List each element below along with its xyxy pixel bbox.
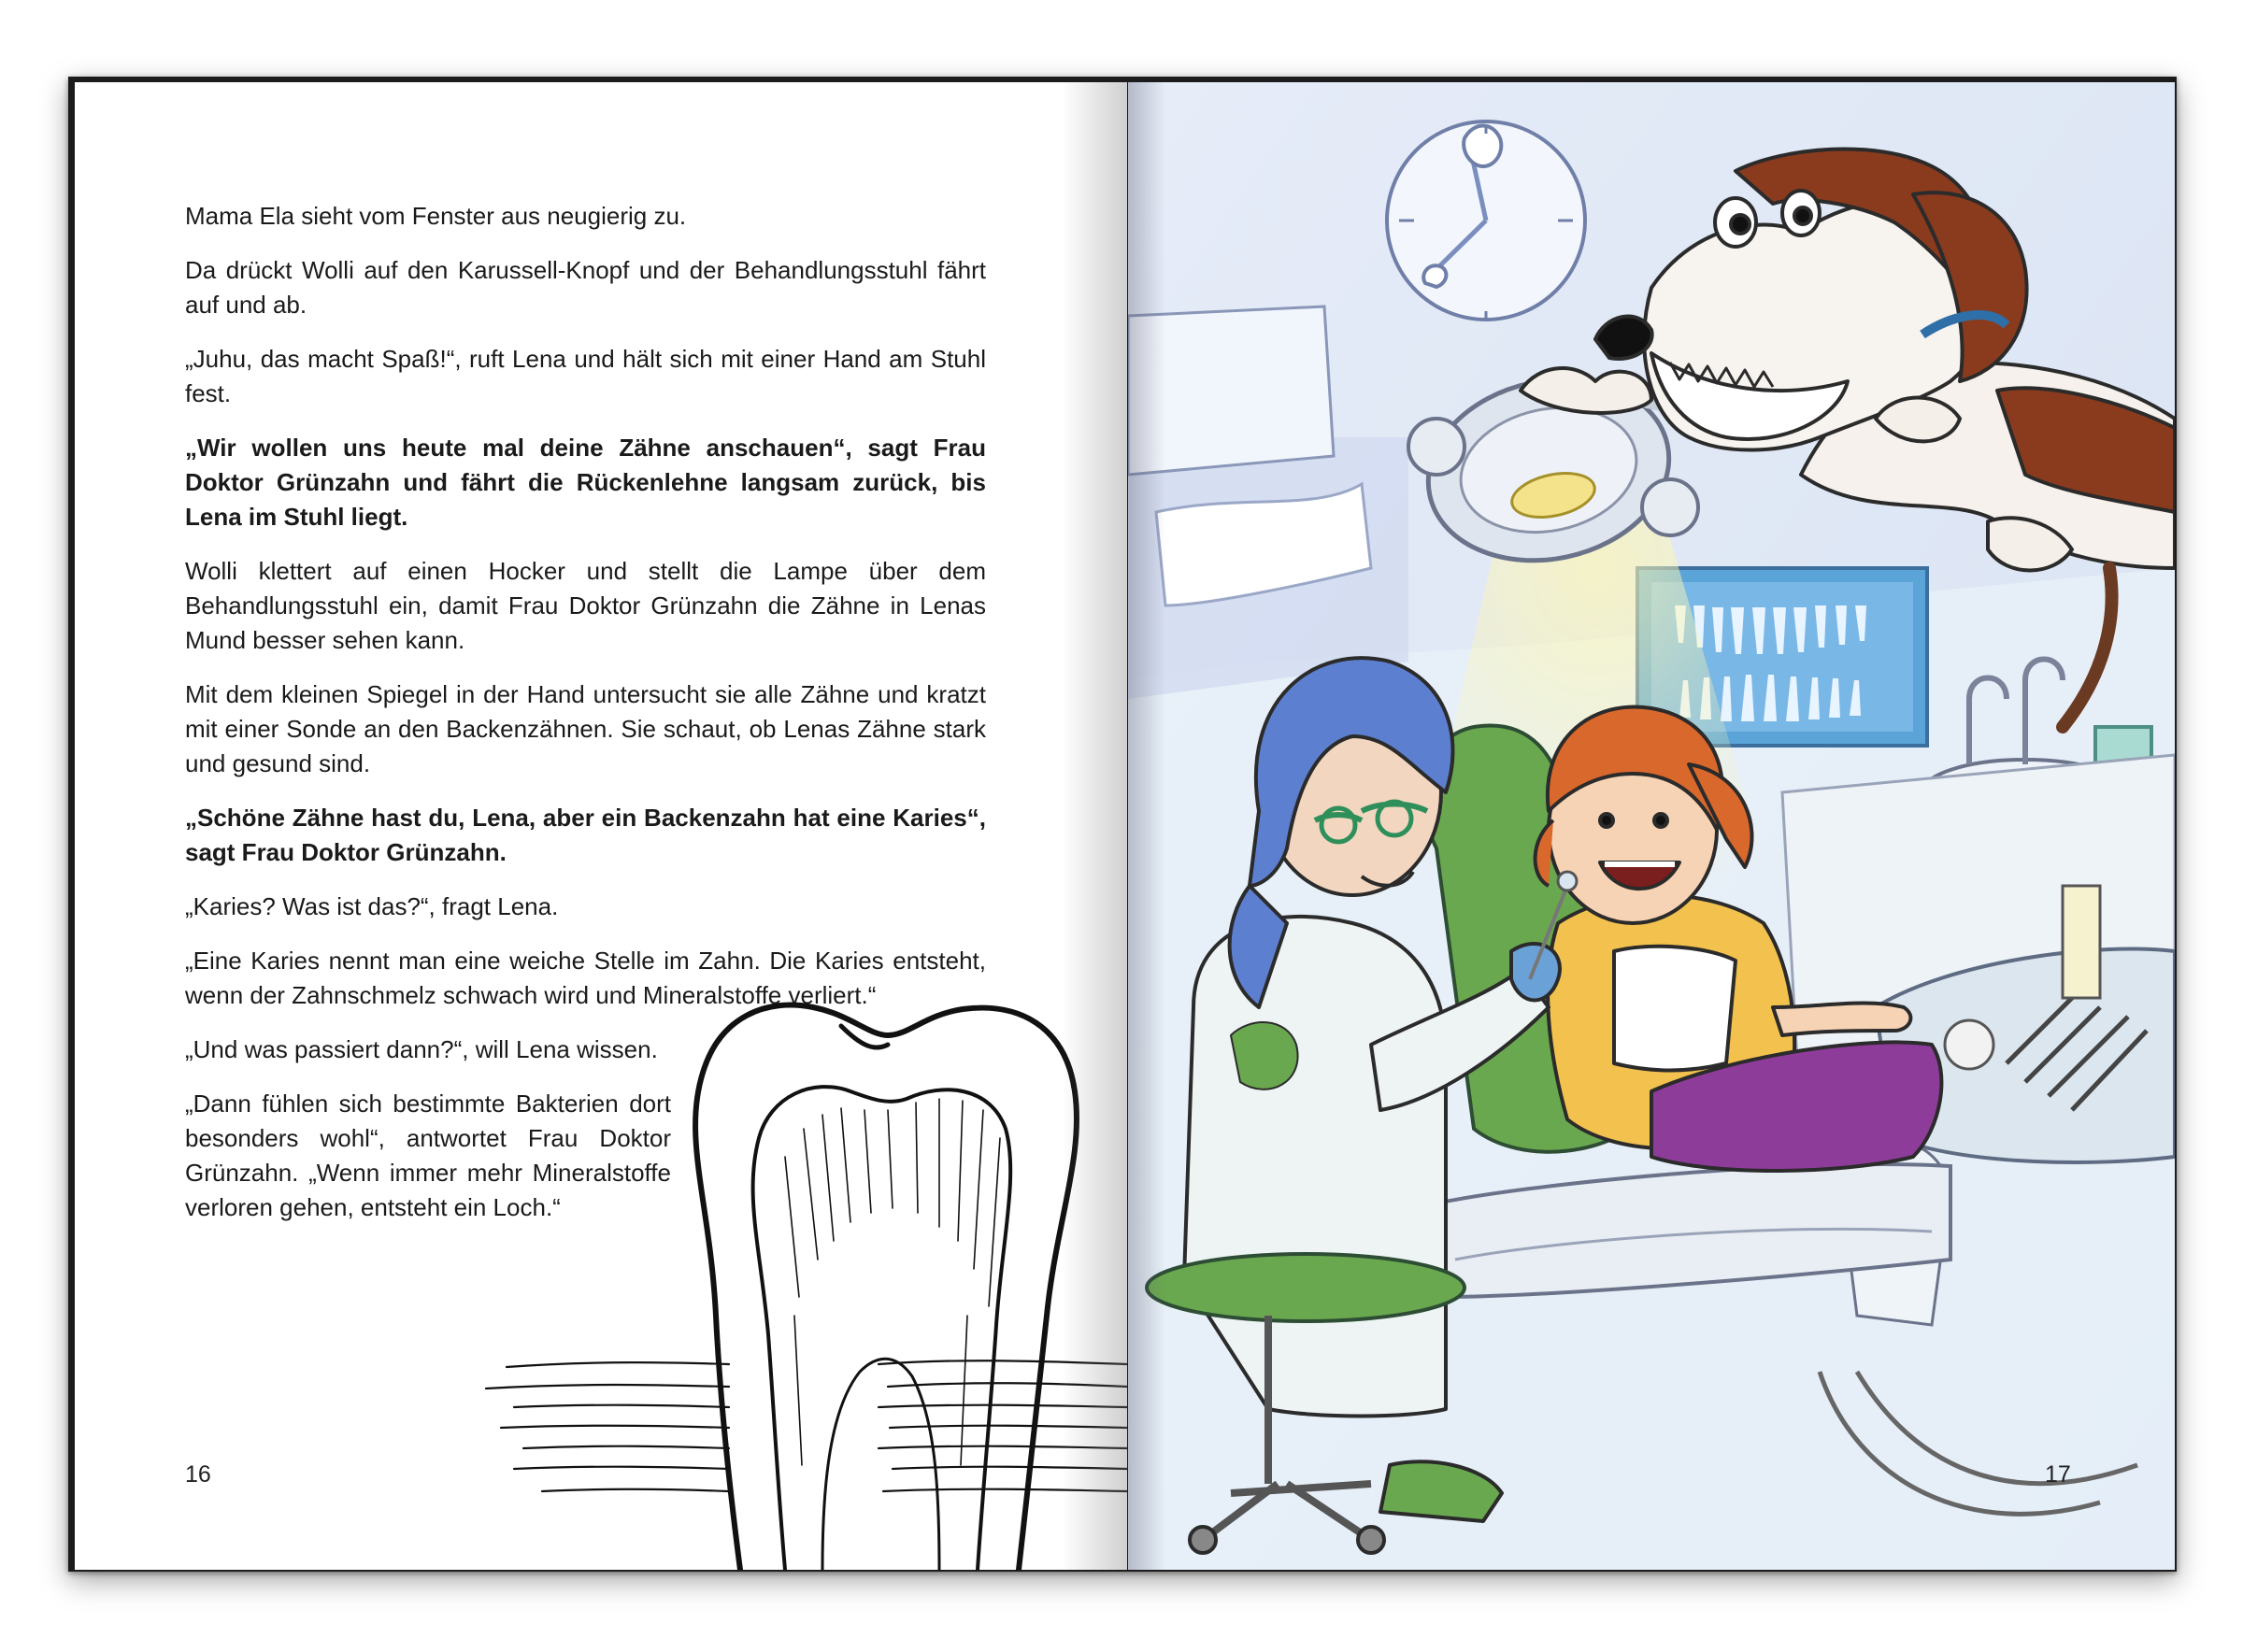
- paragraph-bold: „Schöne Zähne hast du, Lena, aber ein Backenzahn hat eine Karies“, sagt Frau Doktor Grünzahn.: [185, 804, 986, 866]
- paragraph: Wolli klettert auf einen Hocker und stellt die Lampe über dem Behandlungsstuhl ein, damit Frau Doktor Grünzahn die Zähne in Lenas Mund besser sehen kann.: [185, 557, 986, 654]
- paragraph-bold: „Wir wollen uns heute mal deine Zähne anschauen“, sagt Frau Doktor Grünzahn und fährt die Rückenlehne langsam zurück, bis Lena im Stuhl liegt.: [185, 434, 986, 531]
- left-page: [75, 82, 1127, 1570]
- gutter-shadow: [1062, 82, 1127, 1570]
- gutter-shadow-right: [1128, 82, 1165, 1570]
- page-number: 16: [185, 1461, 211, 1488]
- paragraph: „Eine Karies nennt man eine weiche Stelle im Zahn. Die Karies entsteht, wenn der Zahnschmelz schwach wird und Mineralstoffe verliert.“: [185, 947, 986, 1009]
- paragraph: Mit dem kleinen Spiegel in der Hand untersucht sie alle Zähne und kratzt mit einer Sonde an den Backenzähnen. Sie schaut, ob Lenas Zähne stark und gesund sind.: [185, 680, 986, 777]
- paragraph: „Und was passiert dann?“, will Lena wissen.: [185, 1035, 658, 1063]
- paragraph: „Karies? Was ist das?“, fragt Lena.: [185, 892, 559, 920]
- paragraph: „Juhu, das macht Spaß!“, ruft Lena und hält sich mit einer Hand am Stuhl fest.: [185, 345, 986, 407]
- clock: [1387, 121, 1585, 320]
- paragraph: Da drückt Wolli auf den Karussell-Knopf und der Behandlungsstuhl fährt auf und ab.: [185, 256, 986, 319]
- paragraph: „Dann fühlen sich bestimmte Bakterien dort besonders wohl“, antwortet Frau Doktor Grünzahn. „Wenn immer mehr Mineralstoffe verloren gehen, entsteht ein Loch.“: [185, 1089, 671, 1221]
- dentist-scene-illustration: [1128, 82, 2175, 1570]
- paragraph: Mama Ela sieht vom Fenster aus neugierig zu.: [185, 202, 687, 230]
- story-text: [185, 199, 986, 1245]
- right-page: [1128, 82, 2175, 1570]
- page-number: 17: [2045, 1461, 2071, 1488]
